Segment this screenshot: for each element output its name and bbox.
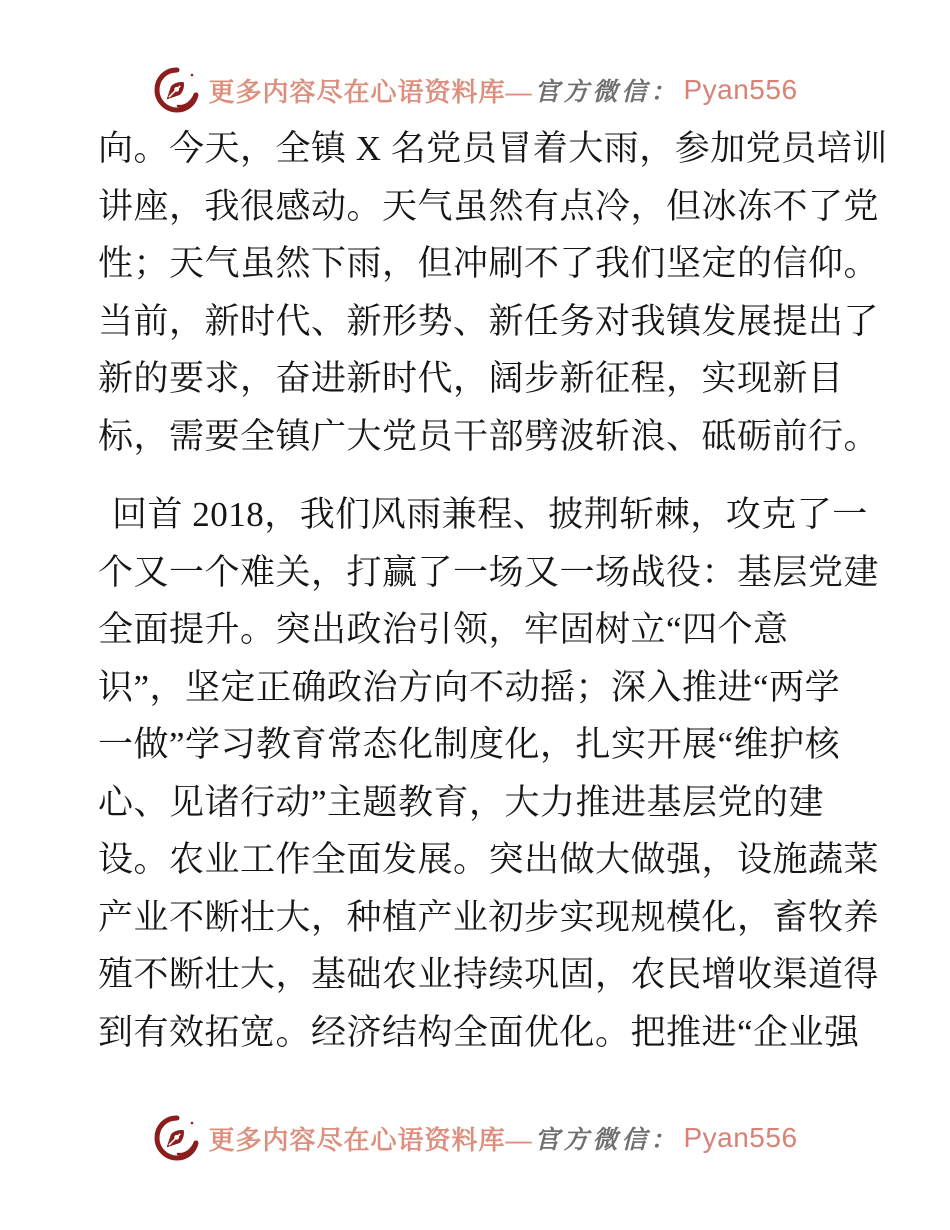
text-line: 标，需要全镇广大党员干部劈波斩浪、砥砺前行。	[98, 416, 880, 456]
pen-seal-logo-icon	[152, 66, 200, 114]
pen-seal-logo-icon	[152, 1114, 200, 1162]
text-line: 回首 2018，我们风雨兼程、披荆斩棘，攻克了一	[112, 495, 868, 534]
text-line: 向。今天，全镇 X 名党员冒着大雨，参加党员培训	[98, 129, 888, 168]
text-line: 个又一个难关，打赢了一场又一场战役：基层党建	[98, 552, 880, 592]
watermark-wechat-account: Pyan556	[683, 74, 798, 105]
text-line: 全面提升。突出政治引领，牢固树立“四个意	[98, 610, 789, 649]
text-line: 殖不断壮大，基础农业持续巩固，农民增收渠道得	[98, 955, 880, 994]
header-watermark	[0, 62, 950, 118]
paragraph-2	[98, 486, 880, 1061]
text-line: 新的要求，奋进新时代，阔步新征程，实现新目	[98, 359, 844, 398]
text-line: 到有效拓宽。经济结构全面优化。把推进“企业强	[98, 1012, 860, 1052]
watermark-text: 更多内容尽在心语资料库—	[208, 77, 533, 107]
text-line: 性；天气虽然下雨，但冲刷不了我们坚定的信仰。	[98, 244, 880, 283]
watermark-wechat-label: 官方微信：	[534, 1127, 680, 1154]
text-line: 心、见诸行动”主题教育，大力推进基层党的建	[98, 782, 825, 822]
text-line: 一做”学习教育常态化制度化，扎实开展“维护核	[98, 725, 841, 764]
watermark-wechat-label: 官方微信：	[534, 79, 680, 106]
text-line: 识”，坚定正确政治方向不动摇；深入推进“两学	[98, 667, 841, 707]
footer-watermark	[0, 1110, 950, 1166]
text-line: 产业不断壮大，种植产业初步实现规模化，畜牧养	[98, 897, 880, 937]
text-line: 设。农业工作全面发展。突出做大做强，设施蔬菜	[98, 840, 880, 879]
watermark-wechat-account: Pyan556	[683, 1122, 798, 1153]
watermark-text: 更多内容尽在心语资料库—	[208, 1125, 533, 1155]
text-line: 当前，新时代、新形势、新任务对我镇发展提出了	[98, 301, 880, 341]
text-line: 讲座，我很感动。天气虽然有点冷，但冰冻不了党	[98, 186, 880, 226]
paragraph-1	[98, 120, 888, 465]
document-body	[98, 120, 888, 1061]
